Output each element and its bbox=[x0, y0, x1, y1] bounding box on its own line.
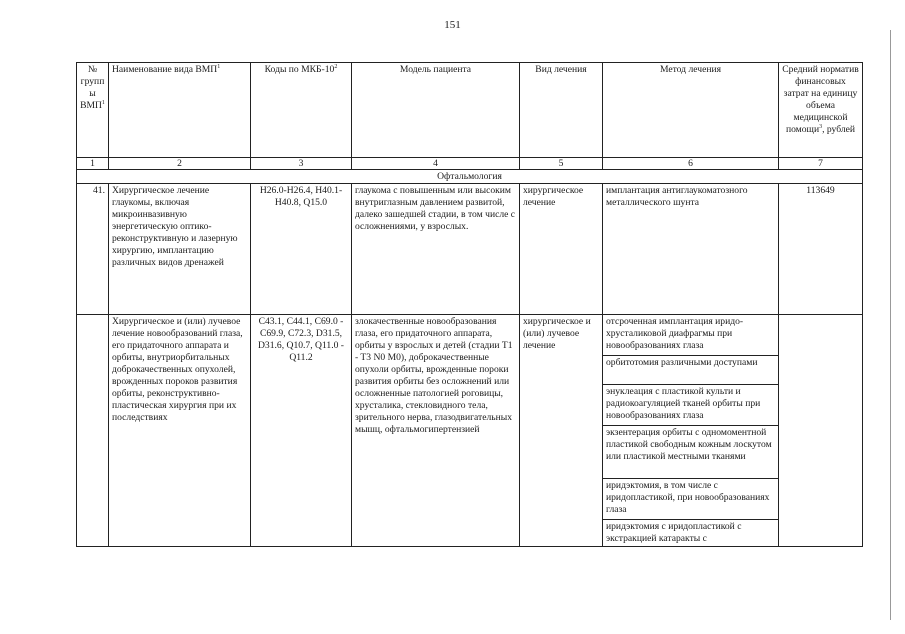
scan-edge-line bbox=[890, 30, 891, 620]
vmp-name: Хирургическое лечение глаукомы, включая микроинвазивную энергетическую оптико-реконструктивную и лазерную хирургию, имплантацию различных видов дренажей bbox=[109, 184, 251, 315]
header-group: № групп ы ВМП$^1$ bbox=[77, 63, 109, 158]
table-row bbox=[77, 184, 863, 315]
treatment-method: имплантация антиглаукоматозного металлического шунта bbox=[603, 184, 779, 315]
column-number: 1 bbox=[77, 158, 109, 170]
group-number bbox=[77, 315, 109, 547]
column-number: 7 bbox=[779, 158, 863, 170]
column-number: 6 bbox=[603, 158, 779, 170]
norm-value bbox=[779, 315, 863, 547]
treatment-type: хирургическое лечение bbox=[520, 184, 603, 315]
treatment-method: экзентерация орбиты с одномоментной пластикой свободным кожным лоскутом или пластикой местными тканями bbox=[603, 426, 779, 479]
header-patient-model: Модель пациента bbox=[352, 63, 520, 158]
column-number: 4 bbox=[352, 158, 520, 170]
patient-model: глаукома с повышенным или высоким внутриглазным давлением развитой, далеко зашедшей стадии, в том числе с осложнениями, у взрослых. bbox=[352, 184, 520, 315]
vmp-name: Хирургическое и (или) лучевое лечение новообразований глаза, его придаточного аппарата и орбиты, внутриорбитальных доброкачественных опухолей, врожденных пороков развития орбиты, реконструктивно-пластическая хирургия при их последствиях bbox=[109, 315, 251, 547]
treatment-method: орбитотомия различными доступами bbox=[603, 356, 779, 385]
table-row bbox=[77, 315, 863, 356]
icd-codes: C43.1, C44.1, C69.0 - C69.9, C72.3, D31.5, D31.6, Q10.7, Q11.0 - Q11.2 bbox=[251, 315, 352, 547]
treatment-type: хирургическое и (или) лучевое лечение bbox=[520, 315, 603, 547]
header-norm: Средний норматив финансовых затрат на единицу объема медицинской помощи$^3$, рублей bbox=[779, 63, 863, 158]
column-number: 3 bbox=[251, 158, 352, 170]
treatment-method: отсроченная имплантация иридо-хрусталиковой диафрагмы при новообразованиях глаза bbox=[603, 315, 779, 356]
column-number: 5 bbox=[520, 158, 603, 170]
treatment-method: иридэктомия, в том числе с иридопластикой, при новообразованиях глаза bbox=[603, 479, 779, 520]
icd-codes: H26.0-H26.4, H40.1- H40.8, Q15.0 bbox=[251, 184, 352, 315]
column-number-row bbox=[77, 158, 863, 170]
column-number: 2 bbox=[109, 158, 251, 170]
norm-value: 113649 bbox=[779, 184, 863, 315]
header-icd-codes: Коды по МКБ-$10^2$ bbox=[251, 63, 352, 158]
header-vmp-name: Наименование вида ВМП$^1$ bbox=[109, 63, 251, 158]
group-number: 41. bbox=[77, 184, 109, 315]
header-treatment-method: Метод лечения bbox=[603, 63, 779, 158]
section-title: Офтальмология bbox=[77, 170, 863, 184]
treatment-method: энуклеация с пластикой культи и радиокоагуляцией тканей орбиты при новообразованиях глаза bbox=[603, 385, 779, 426]
header-treatment-type: Вид лечения bbox=[520, 63, 603, 158]
patient-model: злокачественные новообразования глаза, его придаточного аппарата, орбиты у взрослых и детей (стадии T1 - T3 N0 M0), доброкачественные опухоли орбиты, врожденные пороки развития орбиты без осложнений или осложненные патологией роговицы, хрусталика, стекловидного тела, зрительного нерва, глазодвигательных мышц, офтальмогипертензией bbox=[352, 315, 520, 547]
vmp-table bbox=[76, 62, 863, 547]
header-row bbox=[77, 63, 863, 158]
treatment-method: иридэктомия с иридопластикой с экстракцией катаракты с bbox=[603, 520, 779, 547]
section-row bbox=[77, 170, 863, 184]
page-number: 151 bbox=[444, 19, 461, 31]
